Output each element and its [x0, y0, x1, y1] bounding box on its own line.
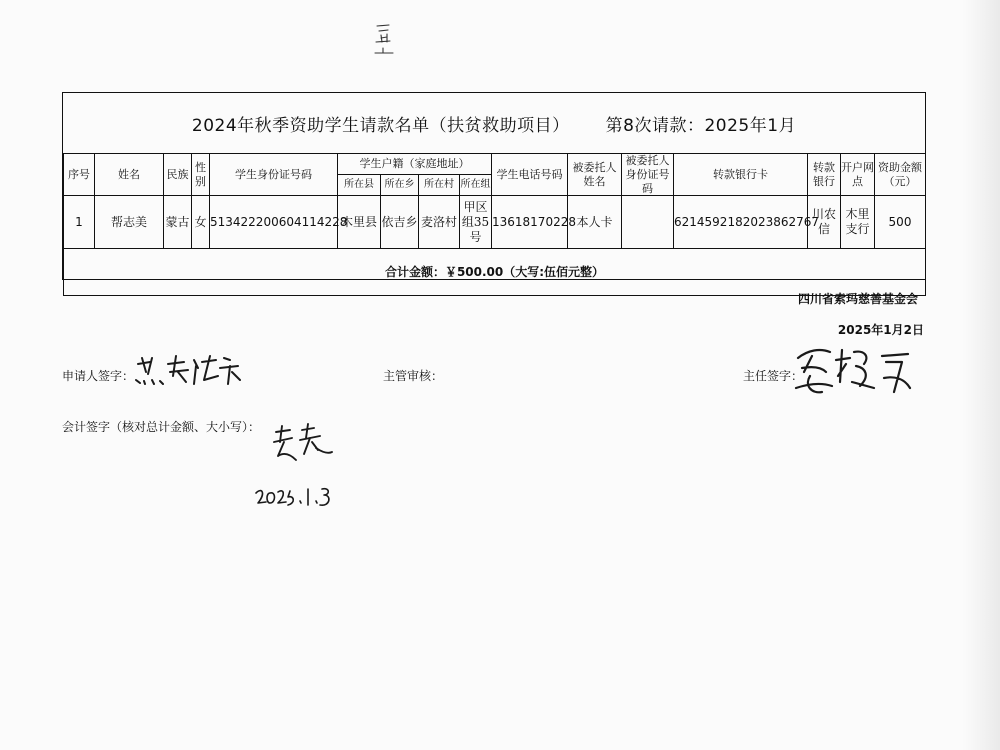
cell-gender: 女	[192, 196, 210, 249]
cell-trustee-id	[622, 196, 674, 249]
cell-phone: 13618170228	[492, 196, 568, 249]
header-branch: 开户网点	[841, 154, 875, 196]
form-title	[63, 93, 925, 153]
cell-ethnicity: 蒙古	[164, 196, 192, 249]
cell-branch: 木里支行	[841, 196, 875, 249]
director-signature-label: 主任签字：	[743, 369, 804, 383]
header-id-number: 学生身份证号码	[210, 154, 338, 196]
accountant-signature-label: 会计签字（核对总计金额、大小写）：	[62, 420, 261, 434]
cell-group: 甲区组35号	[460, 196, 492, 249]
cell-bank: 川农信	[808, 196, 841, 249]
cell-township: 依吉乡	[381, 196, 419, 249]
accountant-signature	[270, 422, 336, 466]
header-trustee-name: 被委托人姓名	[568, 154, 622, 196]
header-county: 所在县	[338, 175, 381, 196]
cell-id-number: 513422200604114228	[210, 196, 338, 249]
total-row	[64, 249, 926, 296]
header-bank-card: 转款银行卡	[674, 154, 808, 196]
document-date: 2025年1月2日	[837, 323, 924, 337]
handwritten-page-mark	[371, 20, 399, 60]
header-name: 姓名	[95, 154, 164, 196]
header-seq: 序号	[64, 154, 95, 196]
header-group: 所在组	[460, 175, 492, 196]
header-village: 所在村	[419, 175, 460, 196]
request-form	[62, 92, 926, 280]
cell-village: 麦洛村	[419, 196, 460, 249]
header-row	[64, 154, 926, 175]
header-amount: 资助金额（元）	[875, 154, 926, 196]
applicant-signature-label: 申请人签字：	[62, 369, 135, 383]
header-township: 所在乡	[381, 175, 419, 196]
total-amount: 合计金额：￥500.00（大写:伍佰元整）	[64, 249, 926, 296]
table-row	[64, 196, 926, 249]
director-signature	[790, 342, 916, 400]
header-ethnicity: 民族	[164, 154, 192, 196]
title-batch: 第8次请款：2025年1月	[605, 115, 797, 136]
cell-seq: 1	[64, 196, 95, 249]
header-gender: 性别	[192, 154, 210, 196]
scan-shadow	[962, 0, 1000, 750]
student-table	[63, 153, 926, 296]
cell-amount: 500	[875, 196, 926, 249]
organization-name: 四川省索玛慈善基金会	[797, 292, 918, 306]
header-phone: 学生电话号码	[492, 154, 568, 196]
header-address-group: 学生户籍（家庭地址）	[338, 154, 492, 175]
header-bank: 转款银行	[808, 154, 841, 196]
header-trustee-id: 被委托人身份证号码	[622, 154, 674, 196]
accountant-date-handwriting	[254, 483, 334, 511]
cell-name: 帮志美	[95, 196, 164, 249]
title-main: 2024年秋季资助学生请款名单（扶贫救助项目）	[191, 115, 570, 136]
cell-county: 木里县	[338, 196, 381, 249]
applicant-signature	[132, 350, 244, 390]
cell-bank-card: 6214592182023862767	[674, 196, 808, 249]
cell-trustee-name: 本人卡	[568, 196, 622, 249]
supervisor-signature-label: 主管审核：	[383, 369, 444, 383]
